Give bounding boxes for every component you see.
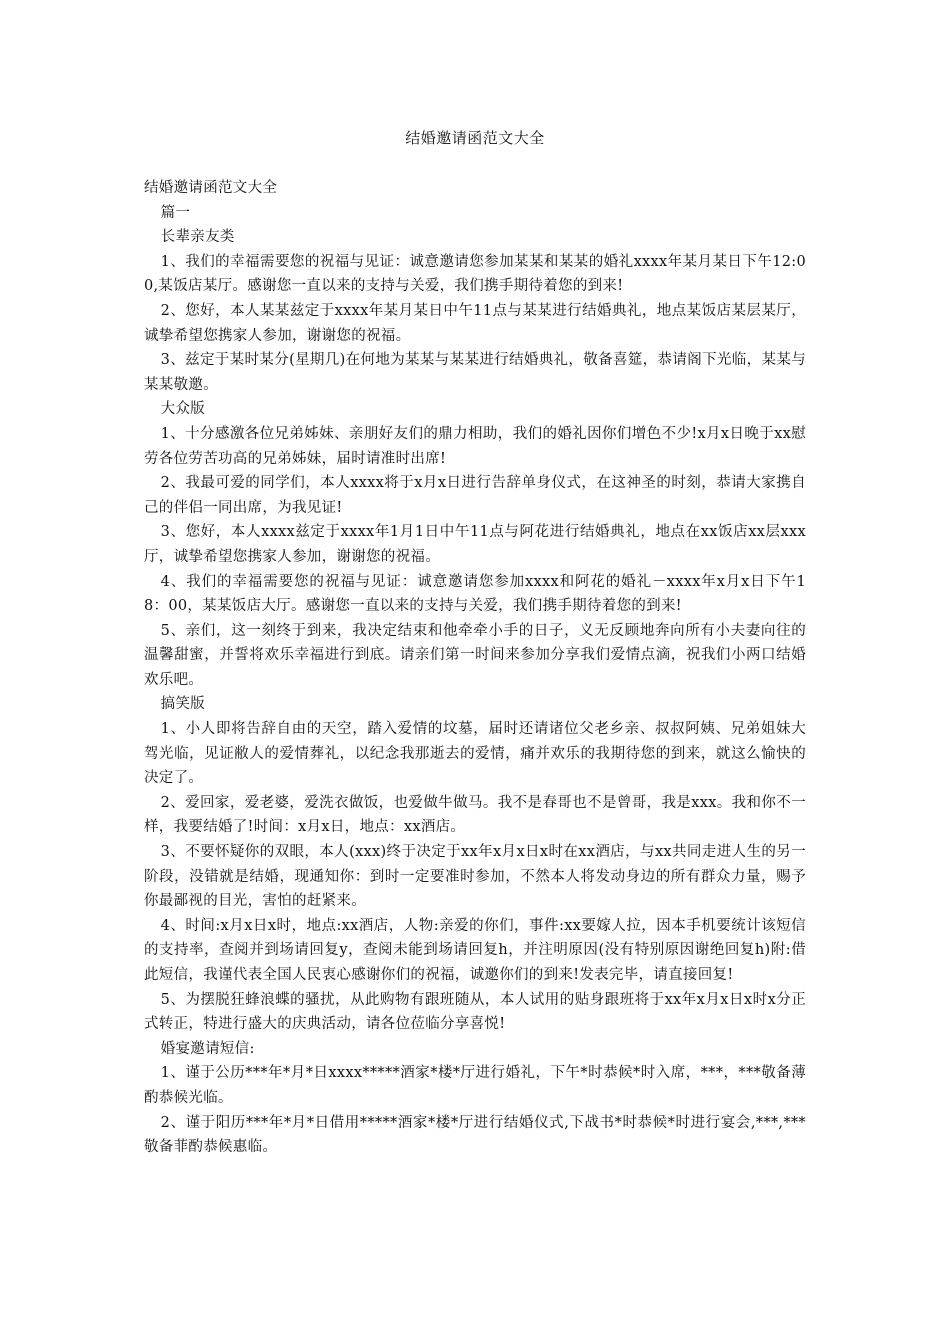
part-label: 篇一 <box>160 204 191 221</box>
paragraph: 2、您好，本人某某兹定于xxxx年某月某日中午11点与某某进行结婚典礼，地点某饭店某层某厅，诚挚希望您携家人参加，谢谢您的祝福。 <box>144 302 806 344</box>
document-body <box>144 176 806 1160</box>
paragraph: 3、兹定于某时某分(星期几)在何地为某某与某某进行结婚典礼，敬备喜筵，恭请阁下光临，某某与某某敬邀。 <box>144 352 806 393</box>
paragraph: 4、我们的幸福需要您的祝福与见证：诚意邀请您参加xxxx和阿花的婚礼－xxxx年x月x日下午18：00，某某饭店大厅。感谢您一直以来的支持与关爱，我们携手期待着您的到来! <box>144 573 806 615</box>
paragraph: 1、我们的幸福需要您的祝福与见证：诚意邀请您参加某某和某某的婚礼xxxx年某月某日下午12:00,某饭店某厅。感谢您一直以来的支持与关爱，我们携手期待着您的到来! <box>144 253 806 295</box>
paragraph: 1、小人即将告辞自由的天空，踏入爱情的坟墓，届时还请诸位父老乡亲、叔叔阿姨、兄弟姐妹大驾光临，见证敝人的爱情葬礼，以纪念我那逝去的爱情，痛并欢乐的我期待您的到来，就这么愉快的决定了。 <box>144 721 806 787</box>
paragraph: 2、谨于阳历***年*月*日借用*****酒家*楼*厅进行结婚仪式,下战书*时恭候*时进行宴会,***,***敬备菲酌恭候惠临。 <box>144 1114 806 1156</box>
section-heading-elders: 长辈亲友类 <box>160 229 235 246</box>
paragraph: 3、您好，本人xxxx兹定于xxxx年1月1日中午11点与阿花进行结婚典礼，地点在xx饭店xx层xxx厅，诚挚希望您携家人参加，谢谢您的祝福。 <box>144 524 806 565</box>
paragraph: 5、亲们，这一刻终于到来，我决定结束和他牵牵小手的日子，义无反顾地奔向所有小夫妻向往的温馨甜蜜，并誓将欢乐幸福进行到底。请亲们第一时间来参加分享我们爱情点滴，祝我们小两口结婚欢乐吧。 <box>144 622 806 688</box>
paragraph: 1、十分感激各位兄弟姊妹、亲朋好友们的鼎力相助，我们的婚礼因你们增色不少!x月x日晚于xx慰劳各位劳苦功高的兄弟姊妹，届时请准时出席! <box>144 425 806 467</box>
section-heading-general: 大众版 <box>160 401 206 418</box>
paragraph: 2、爱回家，爱老婆，爱洗衣做饭，也爱做牛做马。我不是春哥也不是曾哥，我是xxx。我和你不一样，我要结婚了!时间：x月x日，地点：xx酒店。 <box>144 794 806 836</box>
page-title: 结婚邀请函范文大全 <box>405 129 545 147</box>
paragraph: 2、我最可爱的同学们，本人xxxx将于x月x日进行告辞单身仪式，在这神圣的时刻，恭请大家携自己的伴侣一同出席，为我见证! <box>144 475 806 516</box>
section-heading-sms: 婚宴邀请短信: <box>160 1040 255 1057</box>
section-heading-funny: 搞笑版 <box>160 696 206 713</box>
document-subtitle: 结婚邀请函范文大全 <box>144 180 278 196</box>
paragraph: 3、不要怀疑你的双眼，本人(xxx)终于决定于xx年x月x日x时在xx酒店，与xx共同走进人生的另一阶段，没错就是结婚，现通知你：到时一定要准时参加，不然本人将发动身边的所有群众力量，赐予你最鄙视的目光，害怕的赶紧来。 <box>144 844 806 910</box>
paragraph: 5、为摆脱狂蜂浪蝶的骚扰，从此购物有跟班随从，本人试用的贴身跟班将于xx年x月x日x时x分正式转正，特进行盛大的庆典活动，请各位莅临分享喜悦! <box>144 991 806 1033</box>
paragraph: 4、时间:x月x日x时，地点:xx酒店，人物:亲爱的你们，事件:xx要嫁人拉，因本手机要统计该短信的支持率，查阅并到场请回复y，查阅未能到场请回复h，并注明原因(没有特别原因谢绝回复h)附:借此短信，我谨代表全国人民衷心感谢你们的祝福，诚邀你们的到来!发表完毕，请直接回复! <box>144 917 806 983</box>
paragraph: 1、谨于公历***年*月*日xxxx*****酒家*楼*厅进行婚礼，下午*时恭候*时入席，***，***敬备薄酌恭候光临。 <box>144 1065 806 1106</box>
